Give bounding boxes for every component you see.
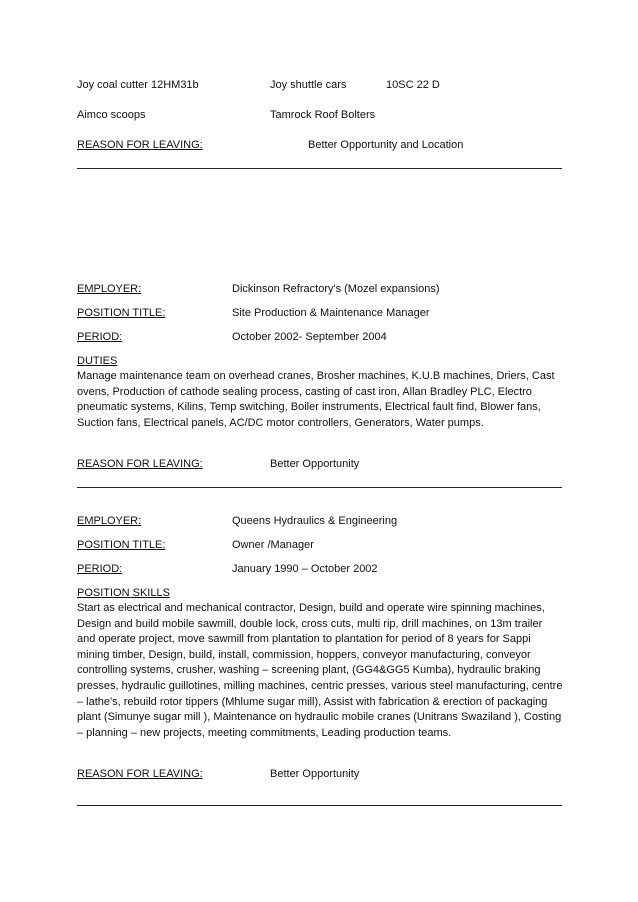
equipment-item-joy-shuttle-cars: Joy shuttle cars	[270, 79, 347, 91]
period-label: PERIOD:	[77, 331, 123, 343]
reason-for-leaving-label: REASON FOR LEAVING:	[77, 458, 203, 470]
reason-for-leaving-label: REASON FOR LEAVING:	[77, 768, 203, 780]
reason-for-leaving-value: Better Opportunity and Location	[308, 139, 464, 151]
employer-label: EMPLOYER:	[77, 283, 142, 295]
employer-value: Queens Hydraulics & Engineering	[232, 515, 398, 527]
section-divider	[77, 487, 562, 488]
position-title-label: POSITION TITLE:	[77, 539, 166, 551]
equipment-item-tamrock-roof-bolters: Tamrock Roof Bolters	[270, 109, 376, 121]
equipment-item-model-code: 10SC 22 D	[386, 79, 440, 91]
position-title-label: POSITION TITLE:	[77, 307, 166, 319]
position-skills-heading: POSITION SKILLS	[77, 587, 170, 599]
employer-label: EMPLOYER:	[77, 515, 142, 527]
reason-for-leaving-value: Better Opportunity	[270, 768, 360, 780]
reason-for-leaving-value: Better Opportunity	[270, 458, 360, 470]
position-skills-paragraph: Start as electrical and mechanical contractor, Design, build and operate wire spinning machines, Design and build mobile sawmill, double lock, cross cuts, multi rip, drill machines, on 13m trailer and operate project, move sawmill from plantation to plantation for period of 8 years for Sappi mining timber, Design, build, install, commission, hoppers, conveyor manufacturing, conveyor controlling systems, crusher, washing – screening plant, (GG4&GG5 Kumba), hydraulic braking presses, hydraulic guillotines, milling machines, centric presses, various steel manufacturing, centre – lathe's, rebuild rotor tippers (Mhlume sugar mill), Assist with fabrication & erection of packaging plant (Simunye sugar mill ), Maintenance on hydraulic mobile cranes (Unitrans Swaziland ), Costing – planning – new projects, meeting commitments, Leading production teams.	[77, 602, 563, 739]
duties-heading: DUTIES	[77, 355, 118, 367]
position-title-value: Owner /Manager	[232, 539, 314, 551]
section-divider	[77, 805, 562, 806]
reason-for-leaving-label: REASON FOR LEAVING:	[77, 139, 203, 151]
position-title-value: Site Production & Maintenance Manager	[232, 307, 430, 319]
period-value: January 1990 – October 2002	[232, 563, 378, 575]
equipment-item-aimco-scoops: Aimco scoops	[77, 109, 146, 121]
equipment-item-joy-coal-cutter: Joy coal cutter 12HM31b	[77, 79, 199, 91]
period-value: October 2002- September 2004	[232, 331, 387, 343]
employer-value: Dickinson Refractory's (Mozel expansions)	[232, 283, 440, 295]
duties-paragraph: Manage maintenance team on overhead cranes, Brosher machines, K.U.B machines, Driers, Cast ovens, Production of cathode sealing process, casting of cast iron, Allan Bradley PLC, Electro pneumatic systems, Kilins, Temp switching, Boiler instruments, Electrical fault find, Blower fans, Suction fans, Electrical panels, AC/DC motor controllers, Generators, Water pumps.	[77, 370, 555, 429]
period-label: PERIOD:	[77, 563, 123, 575]
section-divider	[77, 168, 562, 169]
